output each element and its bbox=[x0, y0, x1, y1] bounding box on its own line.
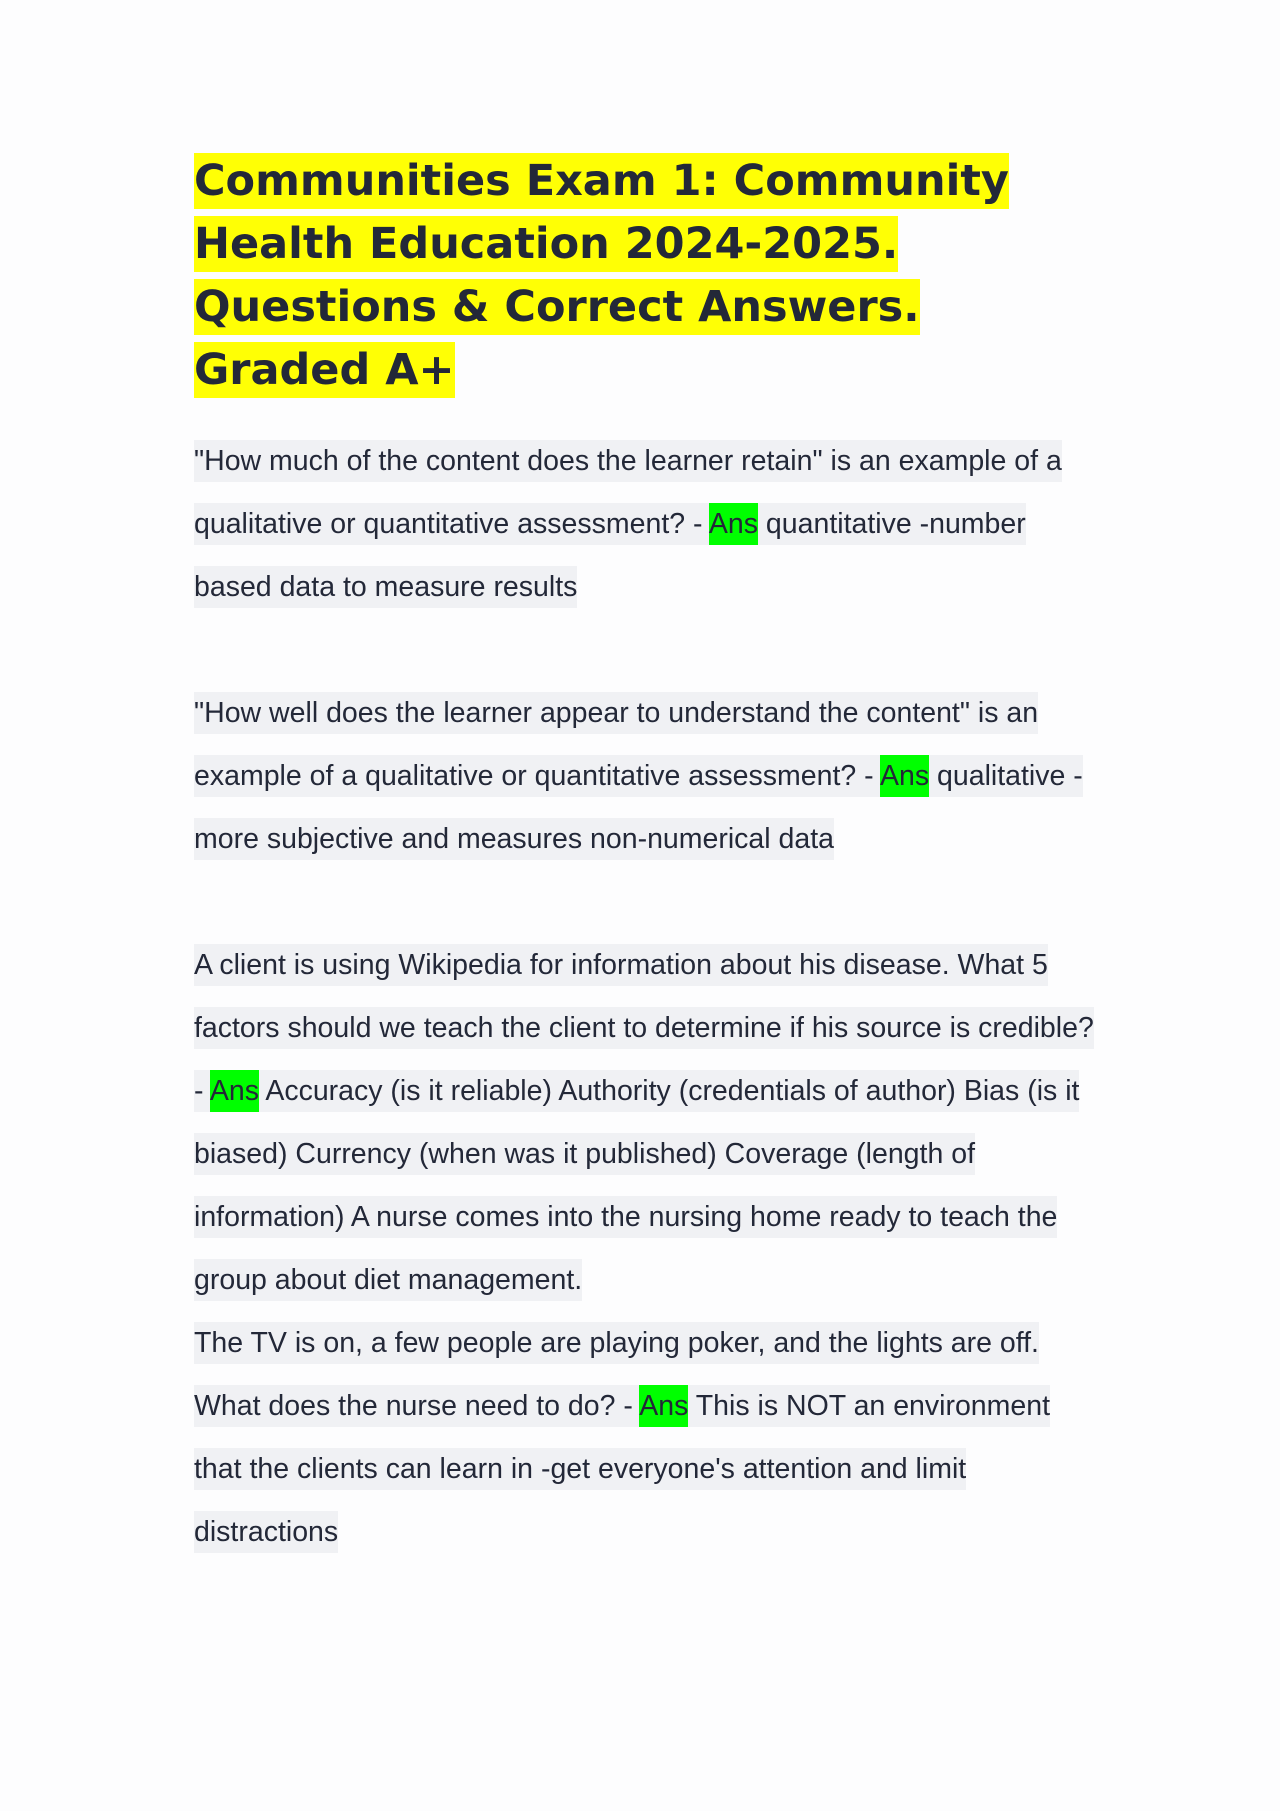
answer-text: Accuracy (is it reliable) Authority (credentials of author) Bias (is it biased) Currency (when was it published) Coverage (length of information) A nurse comes into the nursing home ready to teach the group about diet management. bbox=[194, 1070, 1079, 1301]
answer-text: qualitative -more subjective and measures non-numerical data bbox=[194, 755, 1083, 860]
document-title bbox=[194, 150, 1094, 402]
question-text: "How well does the learner appear to understand the content" is an example of a qualitative or quantitative assessment? - bbox=[194, 692, 1038, 797]
answer-marker: Ans bbox=[210, 1070, 259, 1112]
document-body bbox=[194, 430, 1094, 1627]
question-text: A client is using Wikipedia for information about his disease. What 5 factors should we teach the client to determine if his source is credible? - bbox=[194, 944, 1094, 1112]
answer-marker: Ans bbox=[709, 503, 758, 545]
qa-item-4 bbox=[194, 1312, 1094, 1564]
qa-item-3 bbox=[194, 934, 1094, 1312]
question-text: "How much of the content does the learner retain" is an example of a qualitative or quantitative assessment? - bbox=[194, 440, 1062, 545]
answer-marker: Ans bbox=[880, 755, 929, 797]
answer-marker: Ans bbox=[639, 1385, 688, 1427]
answer-text: quantitative -number based data to measure results bbox=[194, 503, 1026, 608]
qa-item-2 bbox=[194, 682, 1094, 871]
title-highlight: Communities Exam 1: Community Health Education 2024-2025. Questions & Correct Answers. Graded A+ bbox=[194, 153, 1009, 398]
qa-item-1 bbox=[194, 430, 1094, 619]
question-text: The TV is on, a few people are playing poker, and the lights are off. What does the nurse need to do? - bbox=[194, 1322, 1039, 1427]
answer-text: This is NOT an environment that the clients can learn in -get everyone's attention and limit distractions bbox=[194, 1385, 1050, 1553]
